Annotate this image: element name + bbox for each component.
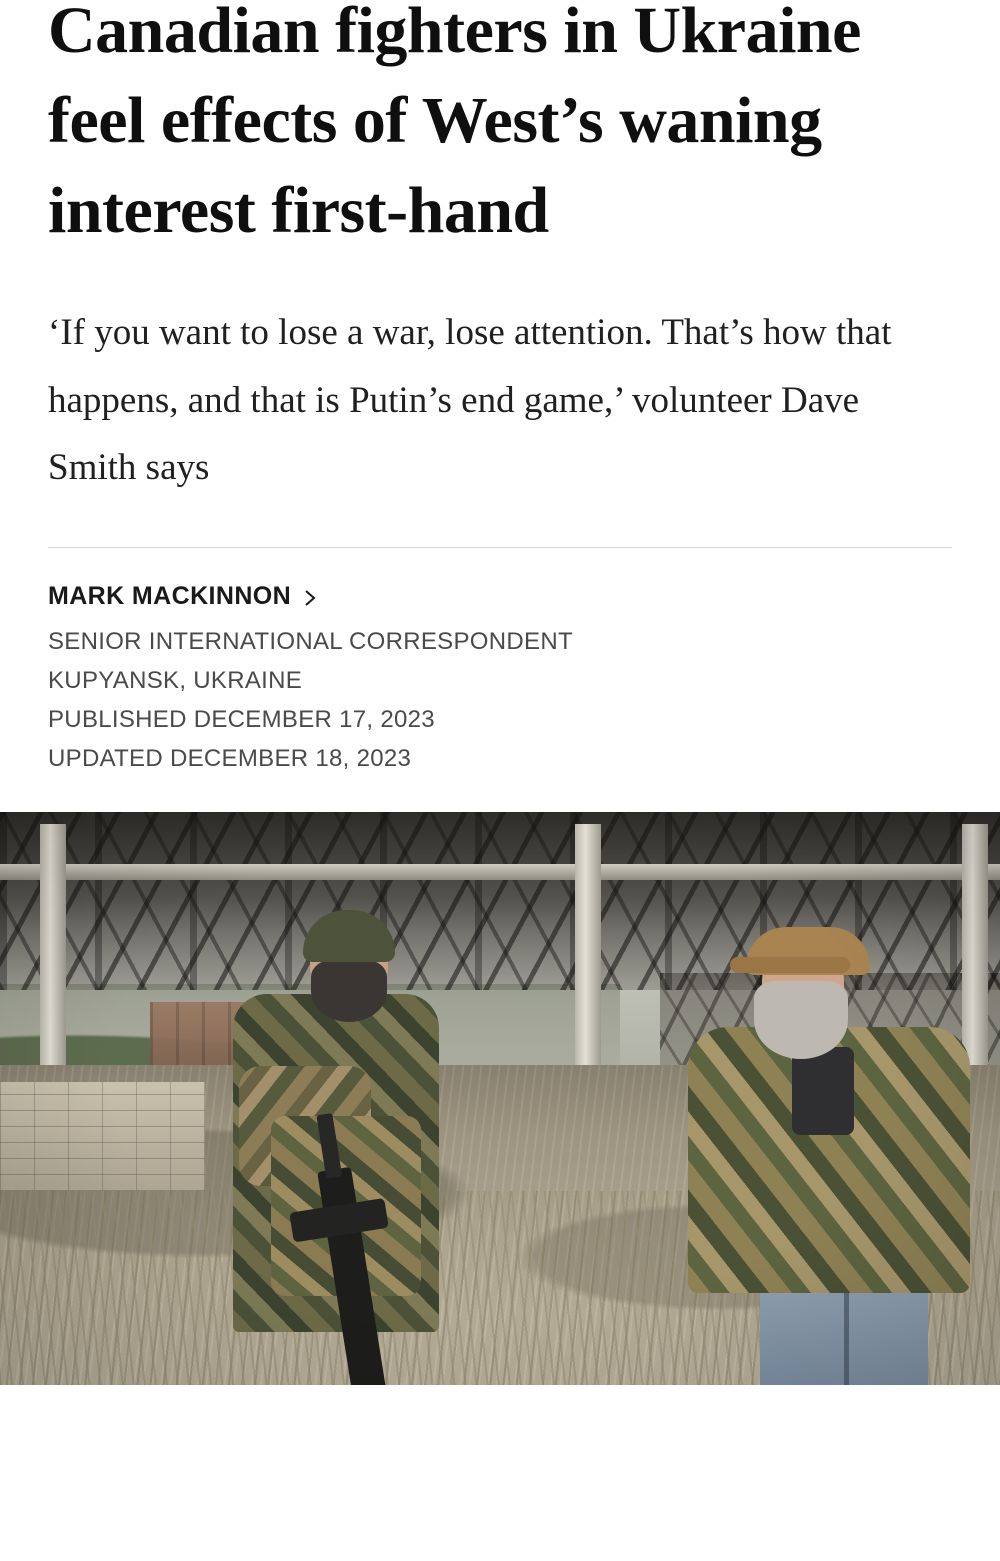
man-in-camouflage-jacket bbox=[680, 927, 980, 1385]
byline-published-date: PUBLISHED DECEMBER 17, 2023 bbox=[48, 705, 435, 733]
soldier-beard bbox=[311, 960, 387, 1022]
byline-updated-date: UPDATED DECEMBER 18, 2023 bbox=[48, 744, 412, 772]
byline bbox=[0, 548, 1000, 778]
soldier-beanie bbox=[303, 910, 395, 962]
byline-author-link[interactable] bbox=[48, 582, 952, 611]
chevron-right-icon bbox=[301, 589, 319, 607]
man-grey-beard bbox=[754, 981, 848, 1059]
support-column-center bbox=[575, 824, 601, 1099]
brick-wall bbox=[0, 1082, 205, 1191]
hero-image bbox=[0, 812, 1000, 1385]
article-standfirst: ‘If you want to lose a war, lose attention. That’s how that happens, and that is Putin’s end game,’ volunteer Dave Smith says bbox=[48, 312, 892, 488]
roof-beam-upper bbox=[0, 864, 1000, 880]
byline-role: SENIOR INTERNATIONAL CORRESPONDENT bbox=[48, 628, 573, 656]
soldier-with-rifle bbox=[215, 916, 455, 1386]
article-header bbox=[0, 0, 1000, 501]
page-title: Canadian fighters in Ukraine feel effects of West’s waning interest first-hand bbox=[48, 0, 861, 247]
byline-meta bbox=[48, 623, 952, 778]
support-column-left bbox=[40, 824, 66, 1088]
byline-location: KUPYANSK, UKRAINE bbox=[48, 667, 303, 695]
byline-author-name: MARK MACKINNON bbox=[48, 582, 292, 611]
man-tan-ball-cap bbox=[746, 927, 870, 975]
man-dark-shirt bbox=[792, 1047, 854, 1135]
